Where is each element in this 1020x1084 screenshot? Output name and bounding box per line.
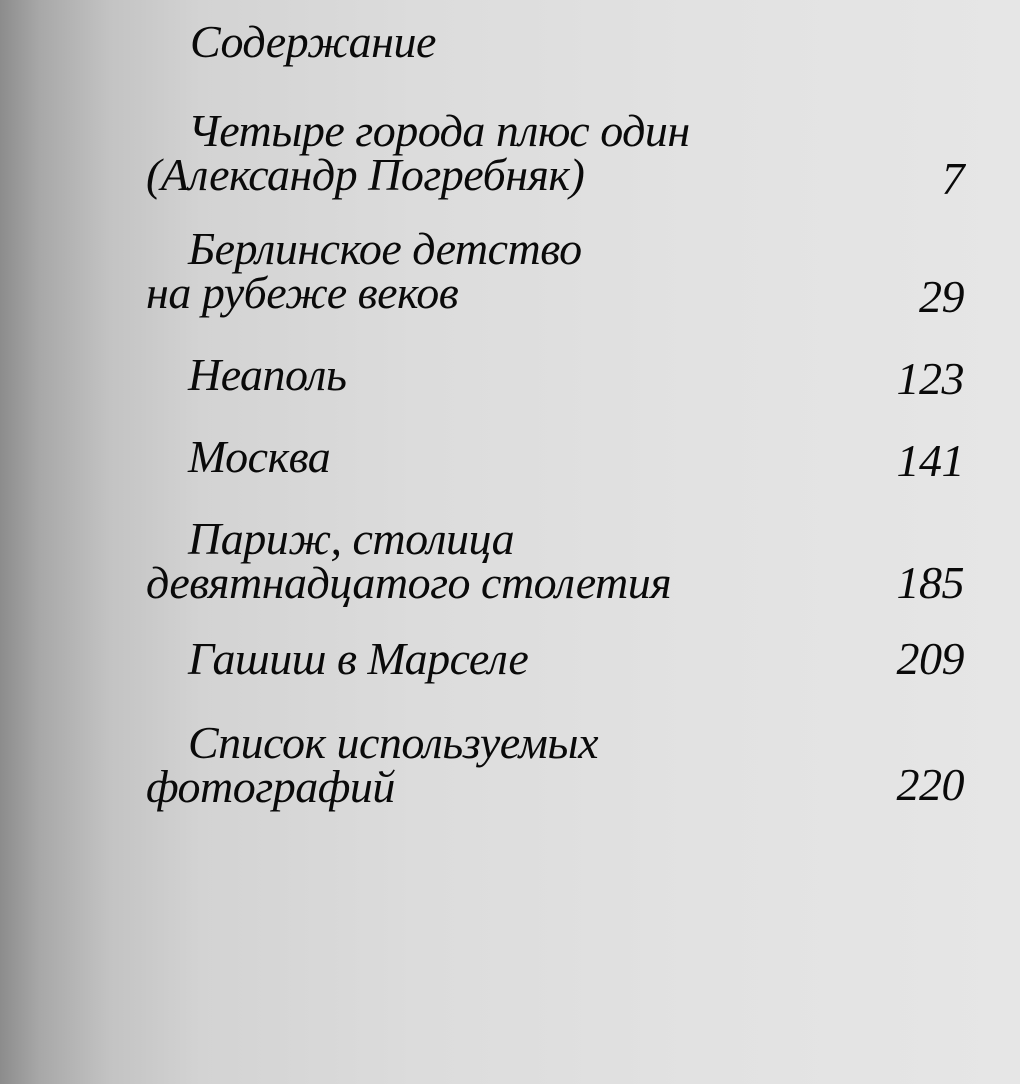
toc-entry-page-number: 123 [896,353,964,404]
toc-entry-title-line-2: на рубеже веков [146,267,459,318]
toc-entry-page-number: 185 [896,557,964,608]
toc-entry-title-line-2: фотографий [146,761,395,812]
toc-entry-title-line-2: (Александр Погребняк) [146,149,585,200]
toc-entry-title-line-1: Неаполь [188,349,347,400]
page-title: Содержание [190,16,436,67]
toc-entry-title-line-1: Четыре города плюс один [188,105,690,156]
toc-entry-page-number: 29 [919,271,964,322]
toc-entry-page-number: 141 [896,435,964,486]
toc-entry-title-line-1: Гашиш в Марселе [188,633,529,684]
toc-entry-page-number: 7 [941,153,964,204]
toc-entry-title-line-1: Список используемых [188,717,598,768]
toc-entry-page-number: 209 [896,633,964,684]
toc-entry-page-number: 220 [896,759,964,810]
toc-entry-title-line-1: Москва [188,431,331,482]
toc-entry-title-line-2: девятнадцатого столетия [146,557,672,608]
toc-entry-title-line-1: Париж, столица [188,513,515,564]
toc-entry-title-line-1: Берлинское детство [188,223,582,274]
